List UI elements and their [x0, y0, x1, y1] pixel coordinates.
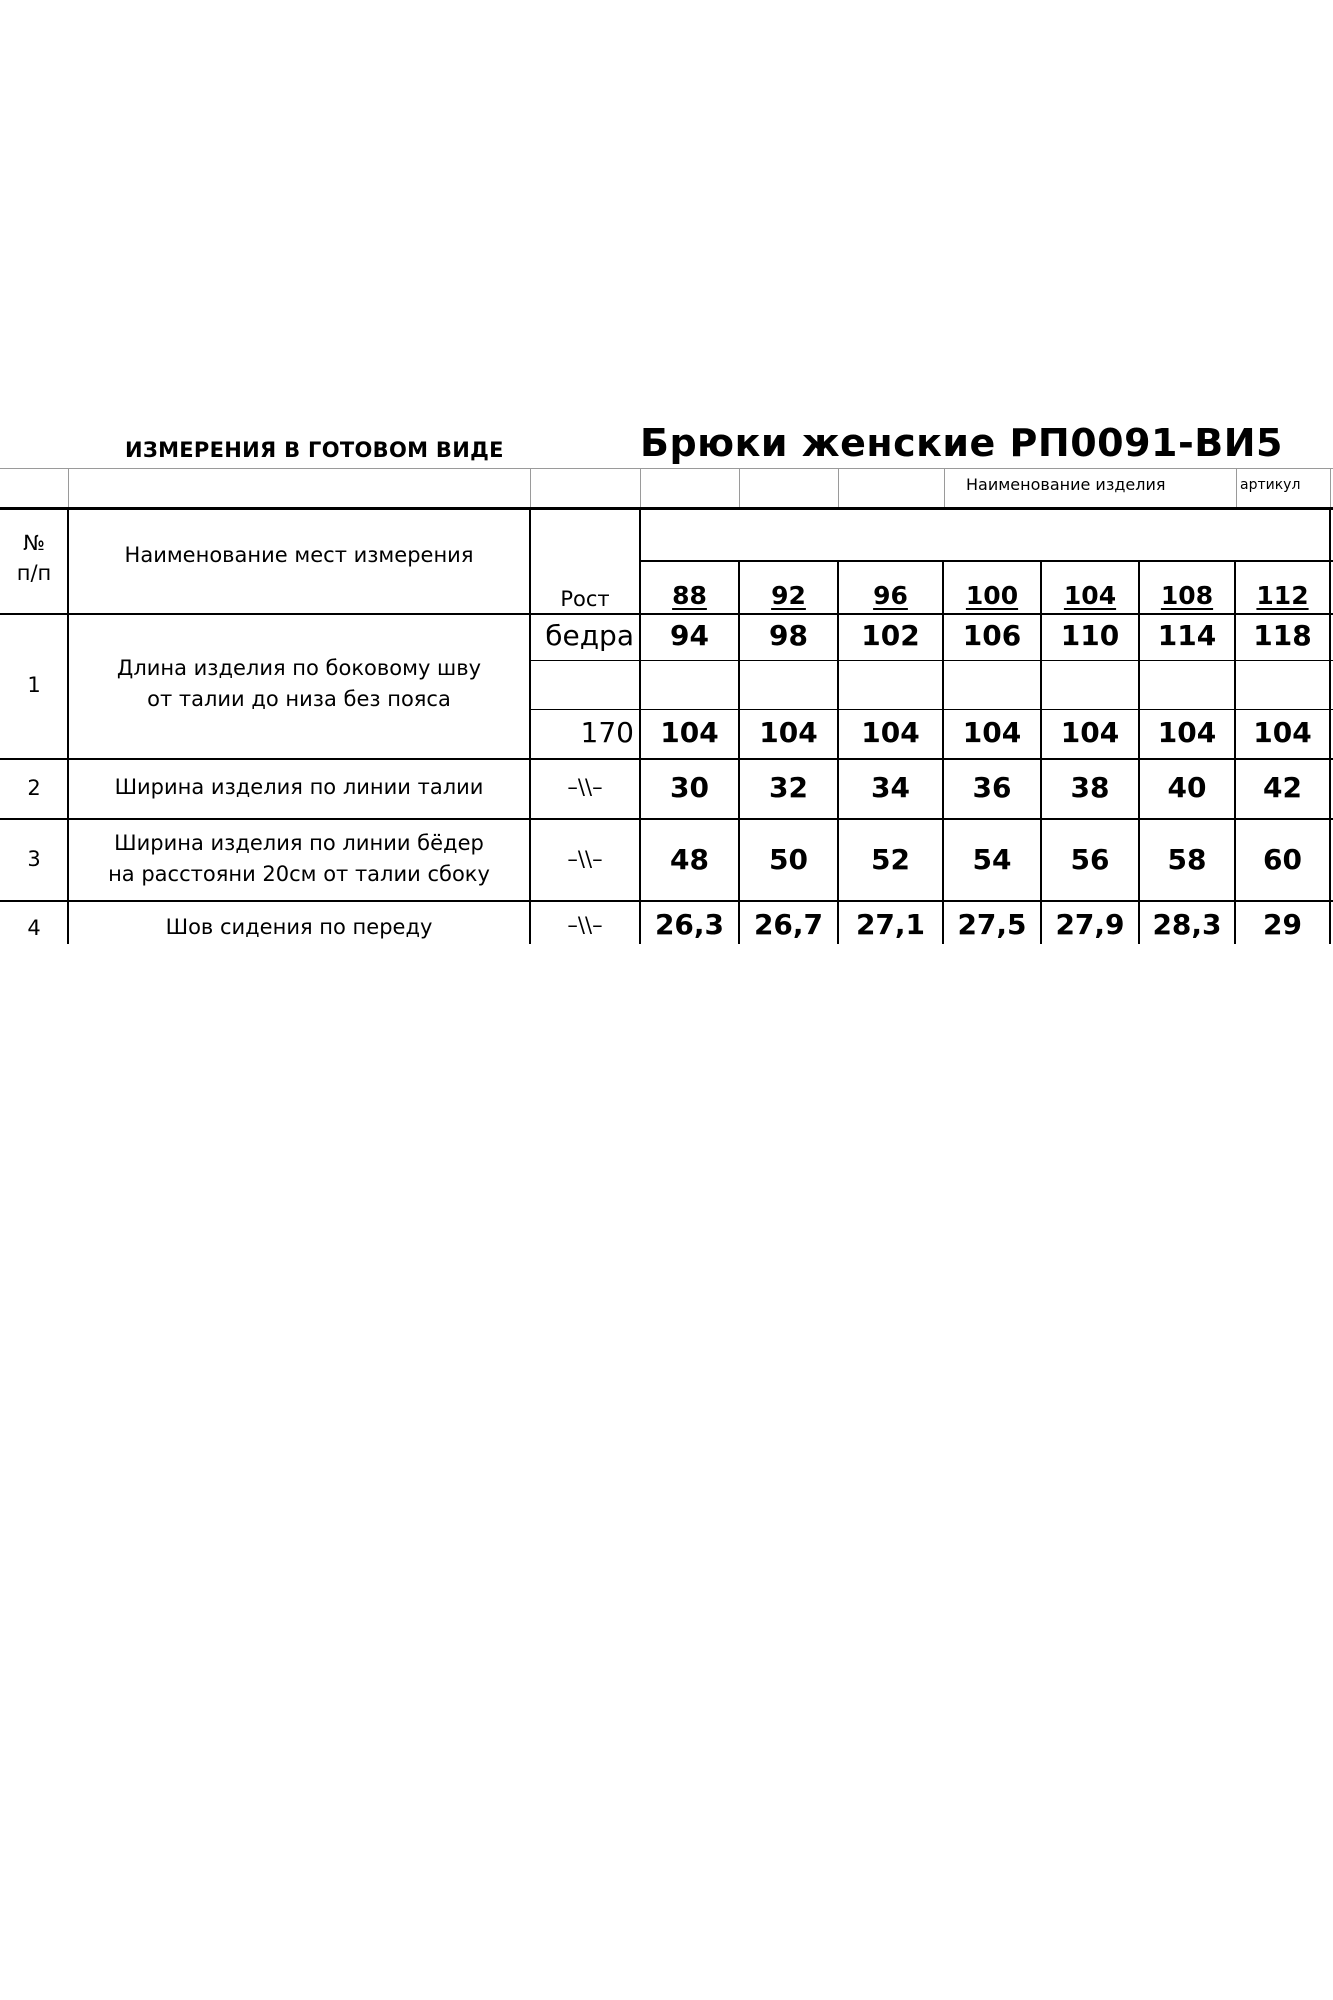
row-4-value: 27,1: [855, 908, 926, 941]
row-1-value: 104: [660, 716, 719, 749]
hips-value: 118: [1253, 619, 1312, 652]
row-3-value: 60: [1263, 843, 1302, 876]
row-2-name: Ширина изделия по линии талии: [114, 775, 484, 799]
row-4-name: Шов сидения по переду: [165, 915, 433, 939]
col-height-header: Рост: [560, 587, 610, 611]
row-4-value: 27,9: [1055, 908, 1125, 941]
row-1-bottom-line: [0, 758, 1333, 760]
row-4-mark: –\\–: [567, 913, 603, 937]
article-label: артикул: [1240, 477, 1301, 493]
row-3-value: 50: [769, 843, 808, 876]
row-1-value: 104: [962, 716, 1022, 749]
row-3-value: 54: [972, 843, 1012, 876]
row-4-number: 4: [27, 916, 41, 940]
size-96: 96: [873, 581, 908, 610]
size-104: 104: [1063, 581, 1117, 610]
row-3-value: 52: [871, 843, 910, 876]
hips-value: 98: [769, 619, 808, 652]
size-row-top-line: [640, 560, 1333, 562]
row-4-value: 26,7: [753, 908, 824, 941]
row-2-value: 36: [972, 771, 1012, 804]
size-112: 112: [1256, 581, 1309, 610]
row-3-value: 58: [1167, 843, 1207, 876]
measurement-sheet: [0, 410, 1333, 950]
row-1-value: 104: [759, 716, 818, 749]
row-1-value: 104: [1253, 716, 1312, 749]
row-1-value: 104: [1060, 716, 1120, 749]
size-88: 88: [672, 581, 707, 610]
size-100: 100: [965, 581, 1019, 610]
col-number-header: № п/п: [16, 531, 52, 585]
header-divider: [1236, 468, 1237, 508]
row-2-value: 30: [670, 771, 709, 804]
row-2-bottom-line: [0, 818, 1333, 820]
empty-row-bottom-line: [530, 709, 1333, 710]
crop-mask: [0, 944, 1333, 964]
row-4-value: 27,5: [957, 908, 1027, 941]
row-3-value: 56: [1070, 843, 1110, 876]
row-2-value: 32: [769, 771, 808, 804]
hips-value: 94: [670, 619, 709, 652]
row-2-value: 42: [1263, 771, 1302, 804]
row-4-value: 29: [1263, 908, 1302, 941]
row-4-value: 28,3: [1152, 908, 1222, 941]
product-title: Брюки женские РП0091-ВИ5: [640, 421, 1283, 465]
table-top-border: [0, 507, 1333, 510]
row-1-value: 104: [861, 716, 920, 749]
row-3-mark: –\\–: [567, 847, 603, 871]
row-2-value: 38: [1070, 771, 1110, 804]
row-2-number: 2: [27, 776, 41, 800]
size-108: 108: [1160, 581, 1214, 610]
row-1-name: Длина изделия по боковому шву от талии до низа без пояса: [116, 656, 482, 711]
row-2-mark: –\\–: [567, 775, 603, 799]
hips-value: 106: [962, 619, 1022, 652]
hips-row-bottom-line: [530, 660, 1333, 661]
header-divider: [68, 468, 69, 508]
hips-value: 114: [1157, 619, 1217, 652]
row-1-number: 1: [27, 673, 41, 697]
header-divider: [944, 468, 945, 508]
hips-value: 102: [861, 619, 920, 652]
header-divider: [1330, 468, 1331, 508]
header-divider: [640, 468, 641, 508]
size-92: 92: [771, 581, 806, 610]
height-value: 170: [580, 716, 634, 749]
product-name-label: Наименование изделия: [966, 475, 1166, 494]
row-3-number: 3: [27, 847, 41, 871]
row-3-name: Ширина изделия по линии бёдер на расстояни 20см от талии сбоку: [108, 831, 490, 886]
row-3-value: 48: [670, 843, 709, 876]
col-name-header: Наименование мест измерения: [124, 543, 474, 567]
sheet-caption: ИЗМЕРЕНИЯ В ГОТОВОМ ВИДЕ: [125, 438, 504, 462]
row-2-value: 40: [1167, 771, 1207, 804]
row-3-bottom-line: [0, 900, 1333, 902]
row-2-value: 34: [871, 771, 910, 804]
size-row-bottom-line: [0, 613, 1333, 615]
row-1-value: 104: [1157, 716, 1217, 749]
hips-value: 110: [1060, 619, 1120, 652]
header-top-line: [0, 468, 1333, 469]
header-divider: [739, 468, 740, 508]
header-divider: [530, 468, 531, 508]
header-divider: [838, 468, 839, 508]
hips-label: бедра: [545, 619, 634, 652]
row-4-value: 26,3: [654, 908, 725, 941]
